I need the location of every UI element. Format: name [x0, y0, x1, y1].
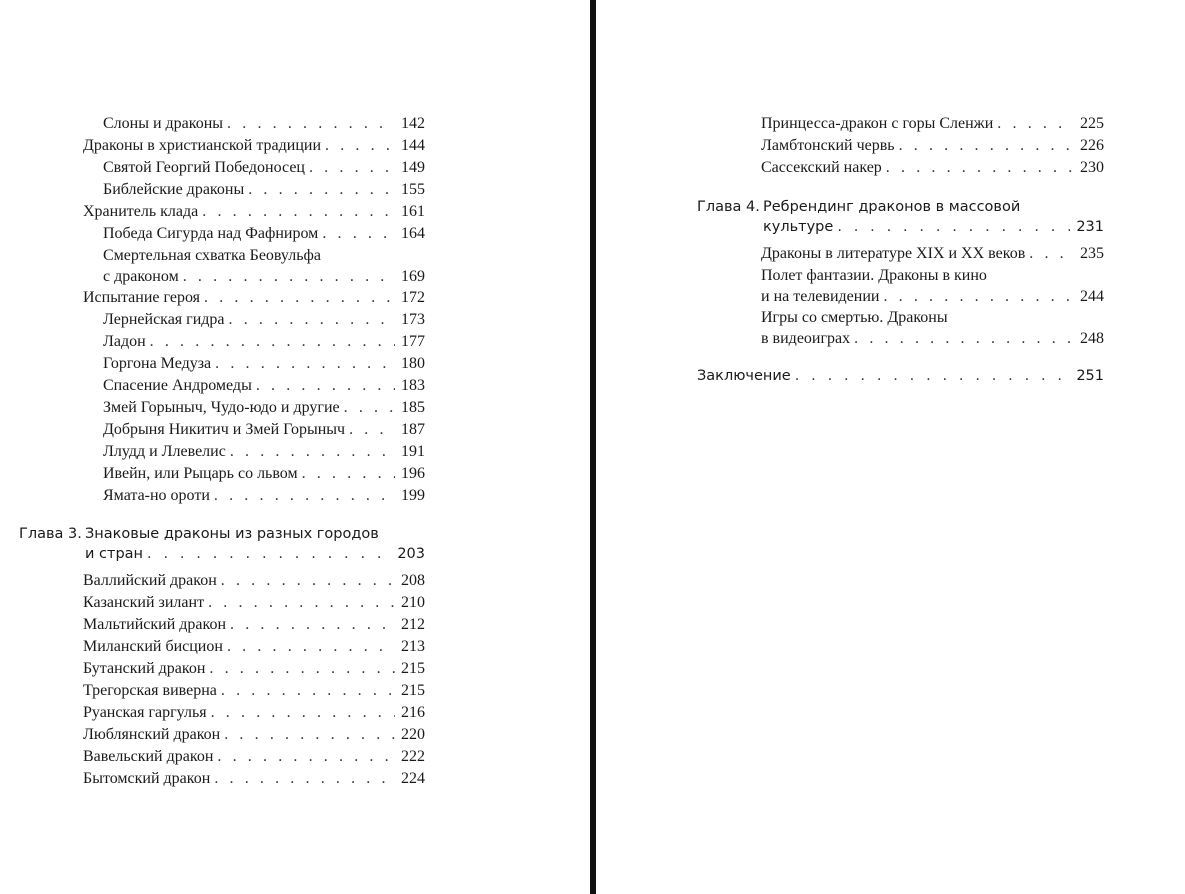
toc-entry [83, 659, 425, 681]
leader-dots [227, 637, 395, 657]
toc-entry [83, 725, 425, 747]
leader-dots [147, 546, 391, 562]
leader-dots [795, 366, 1071, 386]
toc-entry [103, 376, 425, 398]
entry-page-number: 196 [401, 465, 425, 482]
entry-title: Казанский зилант [83, 594, 205, 611]
entry-title: Руанская гаргулья [83, 704, 207, 721]
leader-dots [183, 267, 395, 287]
entry-page-number: 251 [1076, 368, 1104, 384]
toc-entry [103, 246, 425, 289]
leader-dots [227, 114, 395, 134]
entry-page-number: 222 [401, 748, 425, 765]
entry-page-number: 173 [401, 311, 425, 328]
left-page [0, 0, 590, 894]
toc-entry [83, 747, 425, 769]
entry-title: Змей Горыныч, Чудо-юдо и другие [103, 399, 340, 416]
toc-entry [103, 114, 425, 136]
entry-title: Ламбтонский червь [761, 137, 895, 154]
entry-page-number: 144 [401, 137, 425, 154]
chapter-title-line2: и стран [85, 546, 144, 562]
entry-page-number: 164 [401, 225, 425, 242]
entry-page-number: 177 [401, 333, 425, 350]
toc-entry [103, 224, 425, 246]
entry-page-number: 225 [1080, 115, 1104, 132]
leader-dots [230, 615, 395, 635]
chapter-title-line1: Знаковые драконы из разных городов [85, 526, 379, 542]
entry-title: Бутанский дракон [83, 660, 206, 677]
toc-entry [103, 310, 425, 332]
entry-title: Валлийский дракон [83, 572, 217, 589]
entry-title: Ладон [103, 333, 146, 350]
entry-page-number: 213 [401, 638, 425, 655]
leader-dots [248, 180, 395, 200]
entry-title: Добрыня Никитич и Змей Горыныч [103, 421, 346, 438]
leader-dots [997, 114, 1074, 134]
entry-page-number: 226 [1080, 137, 1104, 154]
entry-title: в видеоиграх [761, 330, 851, 347]
entry-title-line1: Полет фантазии. Драконы в кино [761, 267, 987, 284]
leader-dots [309, 158, 395, 178]
toc-entry [761, 114, 1104, 136]
leader-dots [256, 376, 395, 396]
entry-title: Ллудд и Ллевелис [103, 443, 226, 460]
leader-dots [854, 329, 1074, 349]
entry-title-line1: Игры со смертью. Драконы [761, 309, 948, 326]
entry-page-number: 248 [1080, 330, 1104, 347]
entry-page-number: 216 [401, 704, 425, 721]
leader-dots [150, 332, 395, 352]
chapter-title-line1: Ребрендинг драконов в массовой [763, 199, 1021, 215]
entry-title: Слоны и драконы [103, 115, 224, 132]
entry-page-number: 215 [401, 660, 425, 677]
toc-entry [83, 769, 425, 791]
toc-entry [103, 420, 425, 442]
entry-title: Библейские драконы [103, 181, 245, 198]
chapter-page-number: 231 [1076, 219, 1104, 235]
entry-title: Ямата-но ороти [103, 487, 210, 504]
entry-page-number: 191 [401, 443, 425, 460]
toc-entry [103, 158, 425, 180]
leader-dots [208, 593, 395, 613]
toc-entry [83, 571, 425, 593]
right-page [596, 0, 1185, 894]
leader-dots [837, 219, 1070, 235]
toc-entry [83, 136, 425, 158]
entry-page-number: 230 [1080, 159, 1104, 176]
toc-entry [103, 442, 425, 464]
leader-dots [302, 464, 395, 484]
entry-title: Лернейская гидра [103, 311, 225, 328]
leader-dots [886, 158, 1074, 178]
leader-dots [209, 659, 395, 679]
entry-title-line1: Смертельная схватка Беовульфа [103, 247, 321, 264]
entry-title: Спасение Андромеды [103, 377, 252, 394]
leader-dots [1029, 244, 1074, 264]
toc-entry [83, 593, 425, 615]
leader-dots [230, 442, 395, 462]
entry-title: с драконом [103, 268, 179, 285]
entry-title: Победа Сигурда над Фафниром [103, 225, 319, 242]
toc-entry [83, 637, 425, 659]
leader-dots [899, 136, 1074, 156]
leader-dots [229, 310, 395, 330]
toc-entry [83, 288, 425, 310]
chapter-prefix: Глава 3. [19, 526, 82, 542]
entry-title: Горгона Медуза [103, 355, 212, 372]
entry-title: Принцесса-дракон с горы Сленжи [761, 115, 994, 132]
entry-page-number: 235 [1080, 245, 1104, 262]
leader-dots [215, 354, 395, 374]
entry-page-number: 224 [401, 770, 425, 787]
entry-page-number: 187 [401, 421, 425, 438]
entry-page-number: 169 [401, 268, 425, 285]
leader-dots [322, 224, 395, 244]
entry-page-number: 210 [401, 594, 425, 611]
entry-title: Мальтийский дракон [83, 616, 227, 633]
toc-entry [83, 703, 425, 725]
entry-page-number: 155 [401, 181, 425, 198]
entry-title: и на телевидении [761, 288, 880, 305]
entry-title: Испытание героя [83, 289, 200, 306]
chapter-page-number: 203 [397, 546, 425, 562]
entry-page-number: 183 [401, 377, 425, 394]
entry-page-number: 199 [401, 487, 425, 504]
toc-entry [83, 202, 425, 224]
leader-dots [224, 725, 395, 745]
toc-entry [103, 332, 425, 354]
entry-page-number: 142 [401, 115, 425, 132]
entry-page-number: 185 [401, 399, 425, 416]
leader-dots [214, 769, 395, 789]
entry-title: Вавельский дракон [83, 748, 214, 765]
entry-title: Драконы в литературе XIX и XX веков [761, 245, 1026, 262]
toc-entry [103, 398, 425, 420]
entry-page-number: 212 [401, 616, 425, 633]
entry-title: Святой Георгий Победоносец [103, 159, 305, 176]
toc-entry [761, 266, 1104, 309]
entry-title: Бытомский дракон [83, 770, 211, 787]
leader-dots [204, 288, 395, 308]
entry-page-number: 208 [401, 572, 425, 589]
entry-title: Хранитель клада [83, 203, 199, 220]
leader-dots [217, 747, 395, 767]
toc-entry [103, 486, 425, 508]
leader-dots [221, 571, 395, 591]
leader-dots [325, 136, 395, 156]
entry-page-number: 161 [401, 203, 425, 220]
entry-title: Люблянский дракон [83, 726, 221, 743]
toc-entry [83, 681, 425, 703]
entry-page-number: 172 [401, 289, 425, 306]
leader-dots [202, 202, 395, 222]
toc-entry [83, 615, 425, 637]
entry-page-number: 149 [401, 159, 425, 176]
chapter-prefix: Глава 4. [697, 199, 760, 215]
toc-entry [761, 136, 1104, 158]
leader-dots [221, 681, 395, 701]
entry-title: Ивейн, или Рыцарь со львом [103, 465, 298, 482]
entry-page-number: 220 [401, 726, 425, 743]
leader-dots [883, 287, 1074, 307]
entry-title: Миланский бисцион [83, 638, 223, 655]
entry-page-number: 215 [401, 682, 425, 699]
chapter-title-line2: культуре [763, 219, 834, 235]
entry-title: Драконы в христианской традиции [83, 137, 322, 154]
leader-dots [349, 420, 395, 440]
toc-entry [761, 244, 1104, 266]
entry-title: Заключение [697, 368, 791, 384]
toc-entry [103, 464, 425, 486]
entry-title: Сассекский накер [761, 159, 882, 176]
leader-dots [344, 398, 395, 418]
entry-page-number: 244 [1080, 288, 1104, 305]
entry-page-number: 180 [401, 355, 425, 372]
toc-entry [761, 308, 1104, 351]
toc-entry [761, 158, 1104, 180]
toc-entry [103, 180, 425, 202]
entry-title: Трегорская виверна [83, 682, 217, 699]
leader-dots [214, 486, 395, 506]
toc-entry [103, 354, 425, 376]
conclusion-entry [697, 366, 1104, 388]
leader-dots [211, 703, 395, 723]
